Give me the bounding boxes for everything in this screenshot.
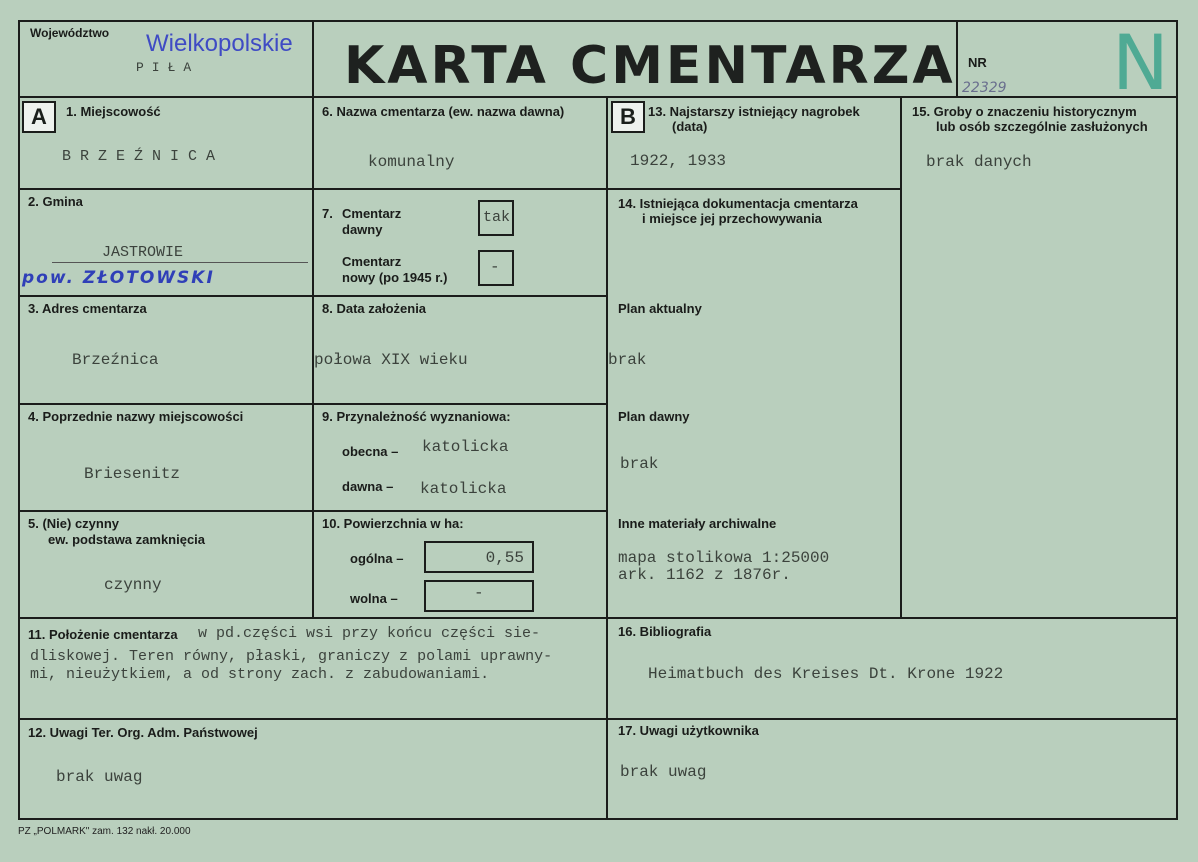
field-17-label: 17. Uwagi użytkownika	[618, 723, 759, 738]
field-4-value: Briesenitz	[84, 465, 181, 483]
field-13-label-2: (data)	[672, 119, 708, 134]
section-b-letter: B	[620, 104, 636, 129]
field-16-value: Heimatbuch des Kreises Dt. Krone 1922	[648, 665, 1004, 683]
section-a-box	[22, 101, 56, 133]
field-5-label-1: 5. (Nie) czynny	[28, 516, 120, 531]
field-7-new-label-2: nowy (po 1945 r.)	[342, 270, 448, 285]
field-5-label-2: ew. podstawa zamknięcia	[48, 532, 206, 547]
card-title: KARTA CMENTARZA	[344, 36, 956, 96]
field-14-label-2: i miejsce jej przechowywania	[642, 211, 822, 226]
field-2-value: JASTROWIE	[102, 244, 184, 261]
field-13-label-1: 13. Najstarszy istniejący nagrobek	[648, 104, 860, 119]
field-10-total-value: 0,55	[485, 549, 524, 567]
field-14-label-1: 14. Istniejąca dokumentacja cmentarza	[618, 196, 858, 211]
field-11-line-2: dliskowej. Teren równy, płaski, graniczy z polami uprawny-	[30, 648, 553, 665]
field-15-label-2: lub osób szczególnie zasłużonych	[936, 119, 1148, 134]
field-9-former-value: katolicka	[420, 480, 507, 498]
field-7-new-label-1: Cmentarz	[342, 254, 402, 269]
field-17-value: brak uwag	[620, 763, 707, 781]
field-5-value: czynny	[104, 576, 162, 594]
field-9-label: 9. Przynależność wyznaniowa:	[322, 409, 511, 424]
wojewodztwo-typed: PIŁA	[136, 60, 200, 75]
field-1-label: 1. Miejscowość	[66, 104, 161, 119]
other-materials-line-2: ark. 1162 z 1876r.	[618, 566, 791, 584]
plan-current-label: Plan aktualny	[618, 301, 702, 316]
field-13-value: 1922, 1933	[630, 152, 727, 170]
other-materials-label: Inne materiały archiwalne	[618, 516, 777, 531]
nr-label: NR	[968, 55, 987, 70]
field-4-label: 4. Poprzednie nazwy miejscowości	[28, 409, 244, 424]
field-11-line-3: mi, nieużytkiem, a od strony zach. z zabudowaniami.	[30, 666, 490, 683]
field-10-free-box	[424, 580, 534, 612]
wojewodztwo-label: Województwo	[30, 26, 110, 40]
field-6-label: 6. Nazwa cmentarza (ew. nazwa dawna)	[322, 104, 565, 119]
field-2-underline	[52, 262, 308, 263]
field-3-value: Brzeźnica	[72, 351, 159, 369]
field-9-current-label: obecna –	[342, 444, 399, 459]
field-7-label: 7.	[322, 206, 333, 221]
field-9-former-label: dawna –	[342, 479, 394, 494]
field-11-line-1: w pd.części wsi przy końcu części sie-	[198, 625, 541, 642]
wojewodztwo-stamp: Wielkopolskie	[146, 30, 293, 57]
field-3-label: 3. Adres cmentarza	[28, 301, 147, 316]
plan-old-value: brak	[620, 455, 659, 473]
field-15-value: brak danych	[926, 153, 1032, 171]
field-9-current-value: katolicka	[422, 438, 509, 456]
field-15-label-1: 15. Groby o znaczeniu historycznym	[912, 104, 1137, 119]
field-7-new-box	[478, 250, 514, 286]
plan-current-value: brak	[608, 351, 647, 369]
corner-mark: N	[1112, 18, 1169, 107]
field-2-label: 2. Gmina	[28, 194, 83, 209]
nr-value: 22329	[962, 80, 1007, 96]
field-10-label: 10. Powierzchnia w ha:	[322, 516, 464, 531]
section-b-box	[611, 101, 645, 133]
field-11-label: 11. Położenie cmentarza	[28, 627, 178, 642]
field-10-total-box	[424, 541, 534, 573]
field-8-value: połowa XIX wieku	[314, 351, 468, 369]
field-10-free-value: -	[474, 584, 484, 602]
field-1-value: B R Z E Ź N I C A	[62, 148, 216, 165]
field-8-label: 8. Data założenia	[322, 301, 427, 316]
field-7-old-label-1: Cmentarz	[342, 206, 402, 221]
other-materials-line-1: mapa stolikowa 1:25000	[618, 549, 830, 567]
field-16-label: 16. Bibliografia	[618, 624, 712, 639]
field-12-label: 12. Uwagi Ter. Org. Adm. Państwowej	[28, 725, 258, 740]
field-10-total-label: ogólna –	[350, 551, 404, 566]
field-7-old-value: tak	[483, 209, 511, 226]
field-7-old-box	[478, 200, 514, 236]
field-7-old-label-2: dawny	[342, 222, 383, 237]
field-2-handwritten: pow. ZŁOTOWSKI	[22, 268, 215, 288]
field-12-value: brak uwag	[56, 768, 143, 786]
field-7-new-value: -	[490, 258, 500, 276]
field-6-value: komunalny	[368, 153, 455, 171]
print-footer: PZ „POLMARK" zam. 132 nakł. 20.000	[18, 826, 191, 837]
section-a-letter: A	[31, 104, 47, 129]
field-10-free-label: wolna –	[350, 591, 398, 606]
plan-old-label: Plan dawny	[618, 409, 690, 424]
